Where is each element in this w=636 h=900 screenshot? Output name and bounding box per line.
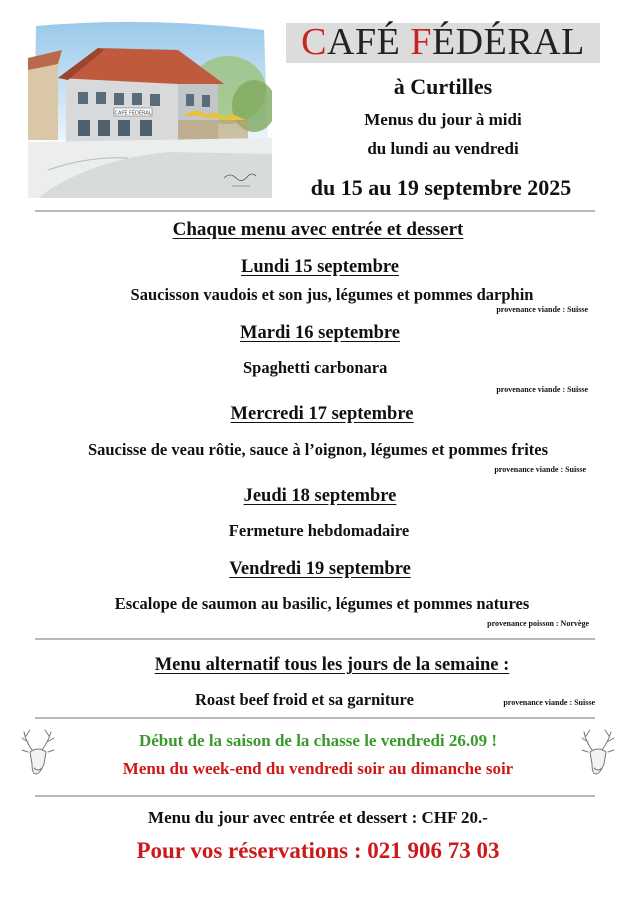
provenance-alternative: provenance viande : Suisse [503, 698, 595, 707]
title-part-rest: ÉDÉRAL [431, 21, 585, 63]
dish-monday: Saucisson vaudois et son jus, légumes et pommes darphin [130, 285, 534, 304]
day-heading-wednesday: Mercredi 17 septembre [230, 404, 414, 424]
alternative-dish: Roast beef froid et sa garniture [195, 690, 414, 709]
price-line: Menu du jour avec entrée et dessert : CHF 20.- [148, 808, 488, 827]
divider-hunt-top [35, 717, 595, 719]
location: à Curtilles [393, 74, 493, 99]
menu-subtitle-line2: du lundi au vendredi [367, 139, 519, 158]
menu-dates: du 15 au 19 septembre 2025 [310, 175, 572, 200]
dish-wednesday: Saucisse de veau rôtie, sauce à l’oignon, légumes et pommes frites [87, 440, 549, 459]
divider-middle [35, 638, 595, 640]
reservation-line: Pour vos réservations : 021 906 73 03 [136, 838, 500, 863]
alternative-heading: Menu alternatif tous les jours de la semaine : [154, 655, 510, 675]
day-heading-friday: Vendredi 19 septembre [229, 559, 411, 579]
weekend-menu-notice: Menu du week-end du vendredi soir au dimanche soir [122, 759, 514, 778]
day-heading-tuesday: Mardi 16 septembre [240, 323, 400, 343]
dish-thursday: Fermeture hebdomadaire [228, 521, 410, 540]
title-letter-c: C [301, 21, 328, 63]
hunt-season-notice: Début de la saison de la chasse le vendredi 26.09 ! [138, 731, 498, 750]
provenance-monday: provenance viande : Suisse [496, 305, 588, 314]
provenance-friday: provenance poisson : Norvège [487, 619, 589, 628]
cafe-building-illustration [28, 20, 272, 198]
title-letter-f: F [410, 21, 432, 63]
day-heading-monday: Lundi 15 septembre [241, 257, 399, 277]
dish-tuesday: Spaghetti carbonara [243, 358, 388, 377]
provenance-tuesday: provenance viande : Suisse [496, 385, 588, 394]
day-heading-thursday: Jeudi 18 septembre [243, 486, 397, 506]
dish-friday: Escalope de saumon au basilic, légumes et pommes natures [114, 594, 530, 613]
divider-bottom [35, 795, 595, 797]
building-sign-text: CAFÉ FÉDÉRAL [114, 110, 152, 117]
divider-top [35, 210, 595, 212]
title-part-afe: AFÉ [327, 21, 411, 63]
intro-heading: Chaque menu avec entrée et dessert [172, 219, 464, 240]
cafe-title [286, 20, 600, 64]
menu-subtitle-line1: Menus du jour à midi [364, 110, 522, 129]
provenance-wednesday: provenance viande : Suisse [494, 465, 586, 474]
